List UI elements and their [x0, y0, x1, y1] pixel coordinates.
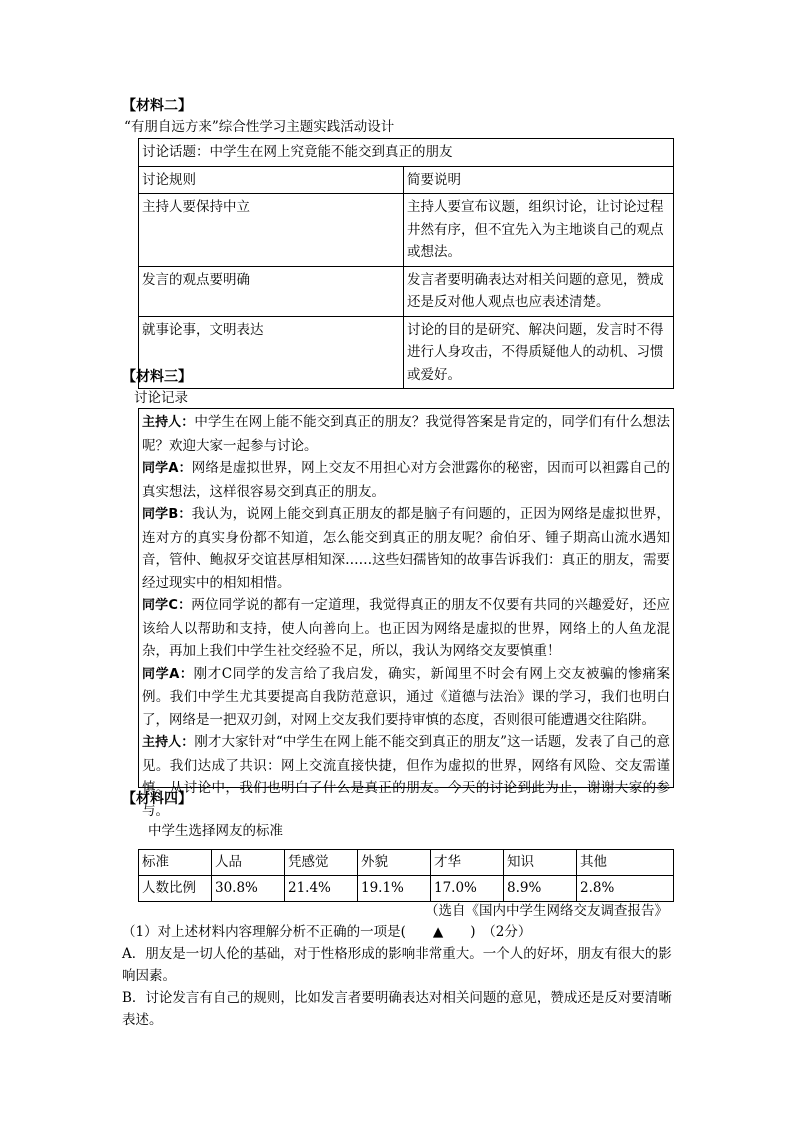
- material4-heading: 【材料四】: [122, 791, 192, 807]
- value-cell: 30.8%: [212, 876, 285, 902]
- table-row: [139, 316, 674, 389]
- value-cell: 21.4%: [285, 876, 358, 902]
- speaker-label: 同学A：: [142, 666, 194, 682]
- discussion-entry: [142, 503, 670, 594]
- material2-heading: 【材料二】: [122, 98, 192, 114]
- material2-subtitle: “有朋自远方来”综合性学习主题实践活动设计: [124, 119, 395, 135]
- discussion-rules-table: [138, 138, 674, 389]
- header-cell: 外貌: [358, 850, 431, 876]
- discussion-entry: [142, 663, 670, 732]
- speaker-label: 主持人：: [142, 735, 195, 750]
- discussion-entry: [142, 731, 670, 822]
- discussion-entry: [142, 457, 670, 503]
- rule-cell: 发言的观点要明确: [139, 266, 404, 316]
- discussion-entry: [142, 594, 670, 663]
- source-note: （选自《国内中学生网络交友调查报告》: [425, 903, 668, 919]
- table-row: [139, 876, 674, 902]
- material3-subtitle: 讨论记录: [134, 390, 188, 406]
- table-row: [139, 266, 674, 316]
- option-a: A．朋友是一切人伦的基础，对于性格形成的影响非常重大。一个人的好坏，朋友有很大的影响因素。: [122, 946, 672, 984]
- value-cell: 2.8%: [577, 876, 674, 902]
- discussion-entry: [142, 411, 670, 457]
- entry-text: 刚才C同学的发言给了我启发，确实，新闻里不时会有网上交友被骗的惨痛案例。我们中学生尤其要提高自我防范意识，通过《道德与法治》课的学习，我们也明白了，网络是一把双刃剑，对网上交友我们要持审慎的态度，否则很可能遭遇交往陷阱。: [142, 665, 670, 728]
- header-cell: 其他: [577, 850, 674, 876]
- stats-table-title: 中学生选择网友的标准: [148, 823, 283, 839]
- description-cell: 讨论的目的是研究、解决问题，发言时不得进行人身攻击，不得质疑他人的动机、习惯或爱好。: [404, 316, 674, 389]
- question-block: [122, 921, 674, 1031]
- entry-text: 网络是虚拟世界，网上交友不用担心对方会泄露你的秘密，因而可以袒露自己的真实想法，这样很容易交到真正的朋友。: [142, 460, 671, 500]
- column-header-rule: 讨论规则: [139, 166, 404, 194]
- value-cell: 8.9%: [504, 876, 577, 902]
- description-cell: 发言者要明确表达对相关问题的意见，赞成还是反对他人观点也应表述清楚。: [404, 266, 674, 316]
- entry-text: 我认为，说网上能交到真正朋友的都是脑子有问题的，正因为网络是虚拟世界，连对方的真实身份都不知道，怎么能交到真正的朋友呢？俞伯牙、锺子期高山流水遇知音，管仲、鲍叔牙交谊甚厚相知深……这些妇孺皆知的故事告诉我们：真正的朋友，需要经过现实中的相知相惜。: [142, 506, 670, 591]
- value-cell: 19.1%: [358, 876, 431, 902]
- description-cell: 主持人要宣布议题，组织讨论，让讨论过程井然有序，但不宜先入为主地谈自己的观点或想法。: [404, 194, 674, 267]
- discussion-topic: 讨论话题：中学生在网上究竟能不能交到真正的朋友: [139, 139, 674, 167]
- speaker-label: 同学A：: [142, 461, 192, 476]
- table-row: [139, 850, 674, 876]
- material3-heading: 【材料三】: [122, 369, 192, 385]
- value-cell: 人数比例: [139, 876, 212, 902]
- rule-cell: 就事论事，文明表达: [139, 316, 404, 389]
- entry-text: 刚才大家针对“中学生在网上能不能交到真正的朋友”这一话题，发表了自己的意见。我们达成了共识：网上交流直接快捷，但作为虚拟的世界，网络有风险、交友需谨慎。从讨论中，我们也明白了什么是真正的朋友。今天的讨论到此为止，谢谢大家的参与。: [142, 734, 670, 819]
- header-cell: 标准: [139, 850, 212, 876]
- speaker-label: 主持人：: [142, 415, 195, 430]
- option-b: B．讨论发言有自己的规则，比如发言者要明确表达对相关问题的意见，赞成还是反对要清晰表述。: [122, 990, 672, 1028]
- question-stem: （1）对上述材料内容理解分析不正确的一项是( ▲ ) （2分）: [122, 924, 532, 940]
- header-cell: 凭感觉: [285, 850, 358, 876]
- pen-pal-criteria-table: [138, 849, 674, 902]
- entry-text: 两位同学说的都有一定道理，我觉得真正的朋友不仅要有共同的兴趣爱好，还应该给人以帮助和支持，使人向善向上。也正因为网络是虚拟的世界，网络上的人鱼龙混杂，再加上我们中学生社交经验不足，所以，我认为网络交友要慎重！: [142, 597, 671, 659]
- table-row: [139, 139, 674, 167]
- header-cell: 知识: [504, 850, 577, 876]
- value-cell: 17.0%: [431, 876, 504, 902]
- column-header-description: 简要说明: [404, 166, 674, 194]
- speaker-label: 同学B：: [142, 507, 192, 522]
- entry-text: 中学生在网上能不能交到真正的朋友？我觉得答案是肯定的，同学们有什么想法呢？欢迎大家一起参与讨论。: [142, 414, 670, 454]
- speaker-label: 同学C：: [142, 598, 192, 613]
- header-cell: 才华: [431, 850, 504, 876]
- table-row: [139, 194, 674, 267]
- header-cell: 人品: [212, 850, 285, 876]
- table-row: [139, 166, 674, 194]
- rule-cell: 主持人要保持中立: [139, 194, 404, 267]
